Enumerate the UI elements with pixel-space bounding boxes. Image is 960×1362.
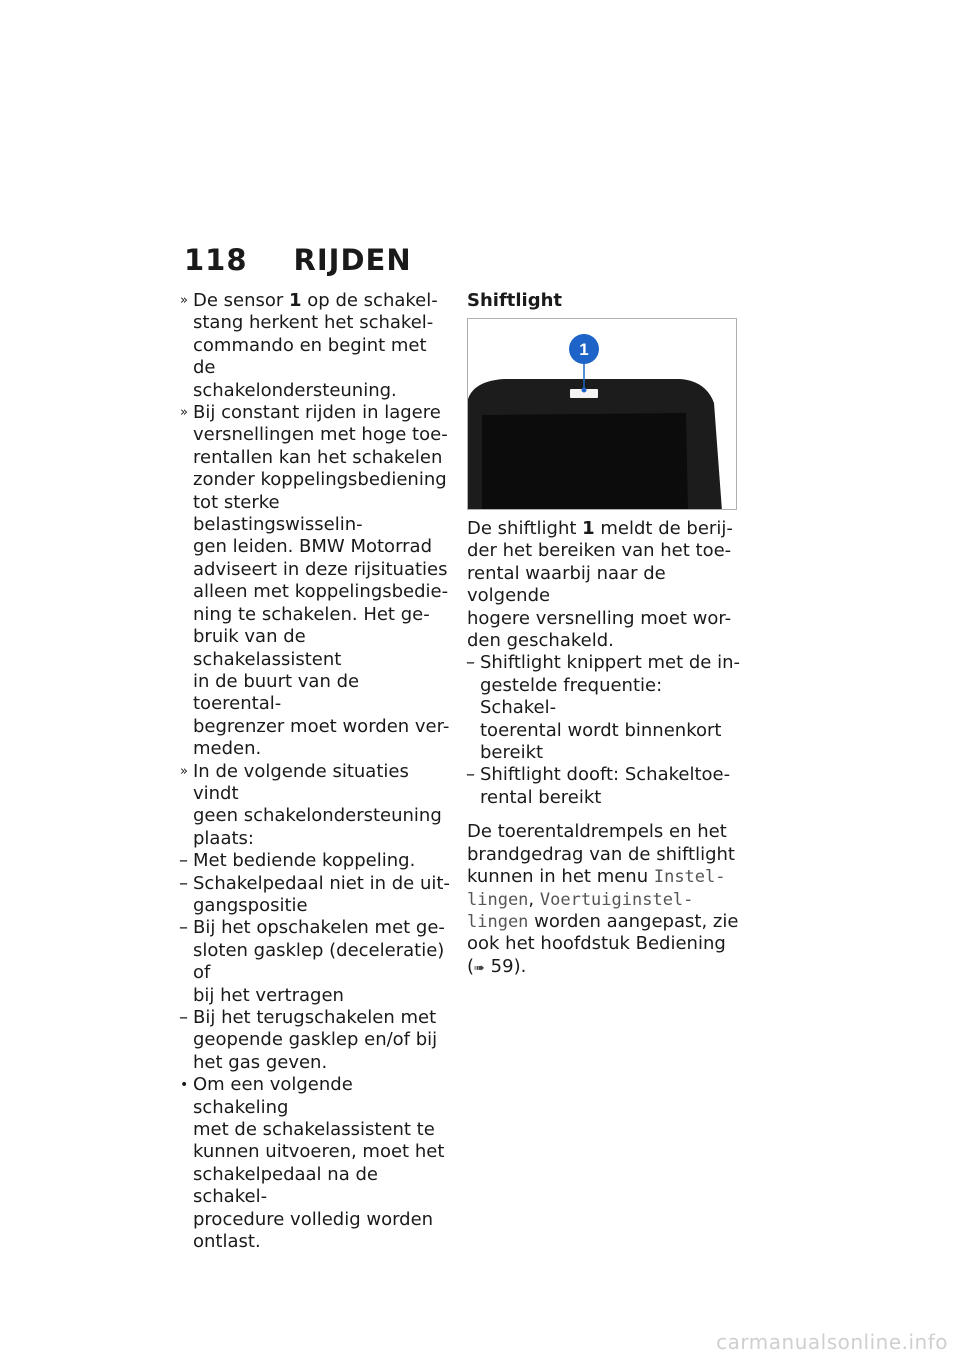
dash-marker: – bbox=[179, 850, 188, 872]
list-item: » In de volgende situaties vindt geen schakelondersteuning plaats: bbox=[180, 760, 442, 849]
bullet-marker: • bbox=[180, 1077, 189, 1094]
watermark: carmanualsonline.info bbox=[716, 1330, 948, 1354]
display-illustration bbox=[468, 319, 737, 510]
dash-marker: – bbox=[179, 917, 188, 939]
dash-item: – Shiftlight dooft: Schakeltoe- rental bereikt bbox=[466, 764, 731, 808]
chapter-title: RIJDEN bbox=[293, 243, 412, 277]
chevron-marker: » bbox=[180, 293, 188, 308]
right-column bbox=[467, 290, 741, 980]
list-item: » Bij constant rijden in lagere versnellingen met hoge toe- rentallen kan het schakelen zonder koppelingsbediening tot sterke belastingswisselin- gen leiden. BMW Motorrad adviseert in deze rijsituaties alleen met koppelingsbedie- ning te schakelen. Het ge- bruik van de schakelassistent in de buurt van de toerental- begrenzer moet worden ver- meden. bbox=[180, 402, 450, 760]
menu-path: lingen bbox=[467, 911, 529, 932]
list-item: » De sensor 1 op de schakel- stang herkent het schakel- commando en begint met de schakelondersteuning. bbox=[180, 290, 438, 401]
intro-paragraph: De shiftlight 1 meldt de berij- der het bereiken van het toe- rental waarbij naar de volgende hogere versnelling moet wor- den geschakeld. bbox=[467, 518, 733, 652]
page-ref-arrow-icon: ➠ bbox=[474, 960, 485, 976]
bullet-item: • Om een volgende schakeling met de schakelassistent te kunnen uitvoeren, moet het schakelpedaal na de schakel- procedure volledig worden ontlast. bbox=[180, 1074, 445, 1253]
callout-number: 1 bbox=[579, 340, 589, 359]
callout-ref: 1 bbox=[289, 290, 302, 311]
page-header bbox=[184, 240, 412, 280]
dash-item: – Shiftlight knippert met de in- gestelde frequentie: Schakel- toerental wordt binnenkort bereikt bbox=[466, 652, 740, 764]
left-column bbox=[180, 290, 452, 1253]
page-ref[interactable]: 59). bbox=[484, 955, 527, 977]
dash-marker: – bbox=[179, 872, 188, 894]
closing-paragraph: De toerentaldrempels en het brandgedrag van de shiftlight kunnen in het menu Instel- lingen, Voertuiginstel- lingen worden aangepast, zie ook het hoofdstuk Bediening (➠ 59). bbox=[467, 821, 739, 977]
menu-path: lingen bbox=[467, 889, 529, 910]
dash-item: – Bij het terugschakelen met geopende gasklep en/of bij het gas geven. bbox=[179, 1007, 438, 1073]
dash-marker: – bbox=[466, 652, 475, 674]
callout-ref: 1 bbox=[582, 518, 595, 539]
chevron-marker: » bbox=[180, 763, 188, 779]
dash-item: – Schakelpedaal niet in de uit- gangspositie bbox=[179, 872, 450, 916]
dash-item: – Met bediende koppeling. bbox=[179, 850, 416, 872]
dash-marker: – bbox=[466, 764, 475, 786]
menu-path: Instel- bbox=[653, 867, 726, 888]
chevron-marker: » bbox=[180, 405, 188, 421]
page-number: 118 bbox=[184, 243, 248, 277]
tft-display-screen bbox=[482, 413, 688, 510]
menu-path: Voertuiginstel- bbox=[539, 889, 694, 910]
dash-item: – Bij het opschakelen met ge- sloten gasklep (deceleratie) of bij het vertragen bbox=[179, 917, 445, 1006]
section-heading: Shiftlight bbox=[467, 290, 563, 311]
shiftlight-figure bbox=[467, 318, 737, 510]
dash-marker: – bbox=[179, 1007, 188, 1028]
callout-dot bbox=[582, 388, 587, 393]
